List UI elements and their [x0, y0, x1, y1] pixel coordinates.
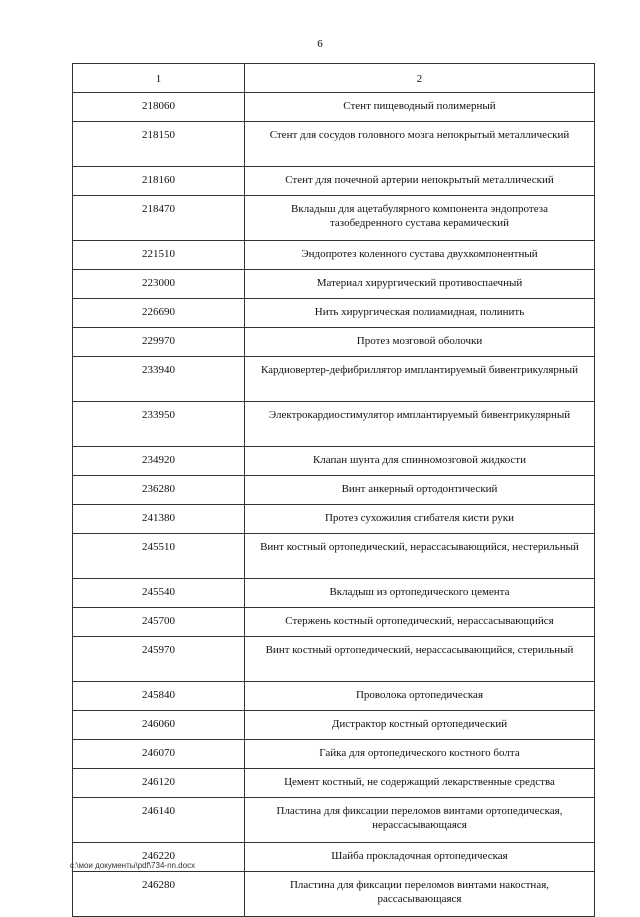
- name-cell: Протез мозговой оболочки: [245, 328, 595, 357]
- code-cell: 233950: [73, 402, 245, 447]
- code-cell: 234920: [73, 447, 245, 476]
- name-cell: Винт костный ортопедический, нерассасывающийся, нестерильный: [245, 534, 595, 579]
- name-cell: Винт анкерный ортодонтический: [245, 476, 595, 505]
- table-row: [73, 270, 595, 299]
- name-cell: Дистрактор костный ортопедический: [245, 711, 595, 740]
- code-cell: 229970: [73, 328, 245, 357]
- code-cell: 246140: [73, 798, 245, 843]
- code-cell: 221510: [73, 241, 245, 270]
- table-row: [73, 740, 595, 769]
- table-row: [73, 241, 595, 270]
- code-cell: 245510: [73, 534, 245, 579]
- table-row: [73, 579, 595, 608]
- name-cell: Винт костный ортопедический, нерассасывающийся, стерильный: [245, 637, 595, 682]
- code-cell: 245970: [73, 637, 245, 682]
- name-cell: Стент для почечной артерии непокрытый металлический: [245, 167, 595, 196]
- table-row: [73, 608, 595, 637]
- table-row: [73, 328, 595, 357]
- table-row: [73, 299, 595, 328]
- code-cell: 233940: [73, 357, 245, 402]
- table-row: [73, 122, 595, 167]
- name-cell: Пластина для фиксации переломов винтами ортопедическая, нерассасывающаяся: [245, 798, 595, 843]
- code-cell: 246220: [73, 843, 245, 872]
- code-cell: 245700: [73, 608, 245, 637]
- name-cell: Стержень костный ортопедический, нерассасывающийся: [245, 608, 595, 637]
- table-row: [73, 505, 595, 534]
- code-cell: 226690: [73, 299, 245, 328]
- name-cell: Вкладыш для ацетабулярного компонента эндопротеза тазобедренного сустава керамический: [245, 196, 595, 241]
- name-cell: Нить хирургическая полиамидная, полинить: [245, 299, 595, 328]
- table-row: [73, 93, 595, 122]
- code-cell: 223000: [73, 270, 245, 299]
- column-header-code: 1: [73, 64, 245, 93]
- code-cell: 245840: [73, 682, 245, 711]
- table-row: [73, 798, 595, 843]
- table-row: [73, 357, 595, 402]
- table-row: [73, 872, 595, 917]
- name-cell: Шайба прокладочная ортопедическая: [245, 843, 595, 872]
- code-cell: 241380: [73, 505, 245, 534]
- code-cell: 218060: [73, 93, 245, 122]
- column-header-name: 2: [245, 64, 595, 93]
- table-row: [73, 167, 595, 196]
- table-row: [73, 476, 595, 505]
- table-row: [73, 711, 595, 740]
- page-number: 6: [317, 38, 323, 50]
- code-cell: 246120: [73, 769, 245, 798]
- code-cell: 236280: [73, 476, 245, 505]
- table-row: [73, 196, 595, 241]
- name-cell: Клапан шунта для спинномозговой жидкости: [245, 447, 595, 476]
- items-table: [72, 63, 595, 917]
- table-row: [73, 637, 595, 682]
- code-cell: 245540: [73, 579, 245, 608]
- name-cell: Цемент костный, не содержащий лекарственные средства: [245, 769, 595, 798]
- name-cell: Проволока ортопедическая: [245, 682, 595, 711]
- name-cell: Стент для сосудов головного мозга непокрытый металлический: [245, 122, 595, 167]
- name-cell: Эндопротез коленного сустава двухкомпонентный: [245, 241, 595, 270]
- code-cell: 218160: [73, 167, 245, 196]
- name-cell: Стент пищеводный полимерный: [245, 93, 595, 122]
- name-cell: Материал хирургический противоспаечный: [245, 270, 595, 299]
- name-cell: Протез сухожилия сгибателя кисти руки: [245, 505, 595, 534]
- table-row: [73, 534, 595, 579]
- table-row: [73, 402, 595, 447]
- file-path-footer: c:\мои документы\pdf\734-nn.docx: [70, 861, 196, 870]
- table-row: [73, 769, 595, 798]
- table-row: [73, 682, 595, 711]
- code-cell: 218470: [73, 196, 245, 241]
- name-cell: Гайка для ортопедического костного болта: [245, 740, 595, 769]
- table-row: [73, 447, 595, 476]
- code-cell: 246060: [73, 711, 245, 740]
- name-cell: Электрокардиостимулятор имплантируемый бивентрикулярный: [245, 402, 595, 447]
- code-cell: 218150: [73, 122, 245, 167]
- name-cell: Вкладыш из ортопедического цемента: [245, 579, 595, 608]
- table-header-row: [73, 64, 595, 93]
- code-cell: 246070: [73, 740, 245, 769]
- code-cell: 246280: [73, 872, 245, 917]
- name-cell: Пластина для фиксации переломов винтами накостная, рассасывающаяся: [245, 872, 595, 917]
- name-cell: Кардиовертер-дефибриллятор имплантируемый бивентрикулярный: [245, 357, 595, 402]
